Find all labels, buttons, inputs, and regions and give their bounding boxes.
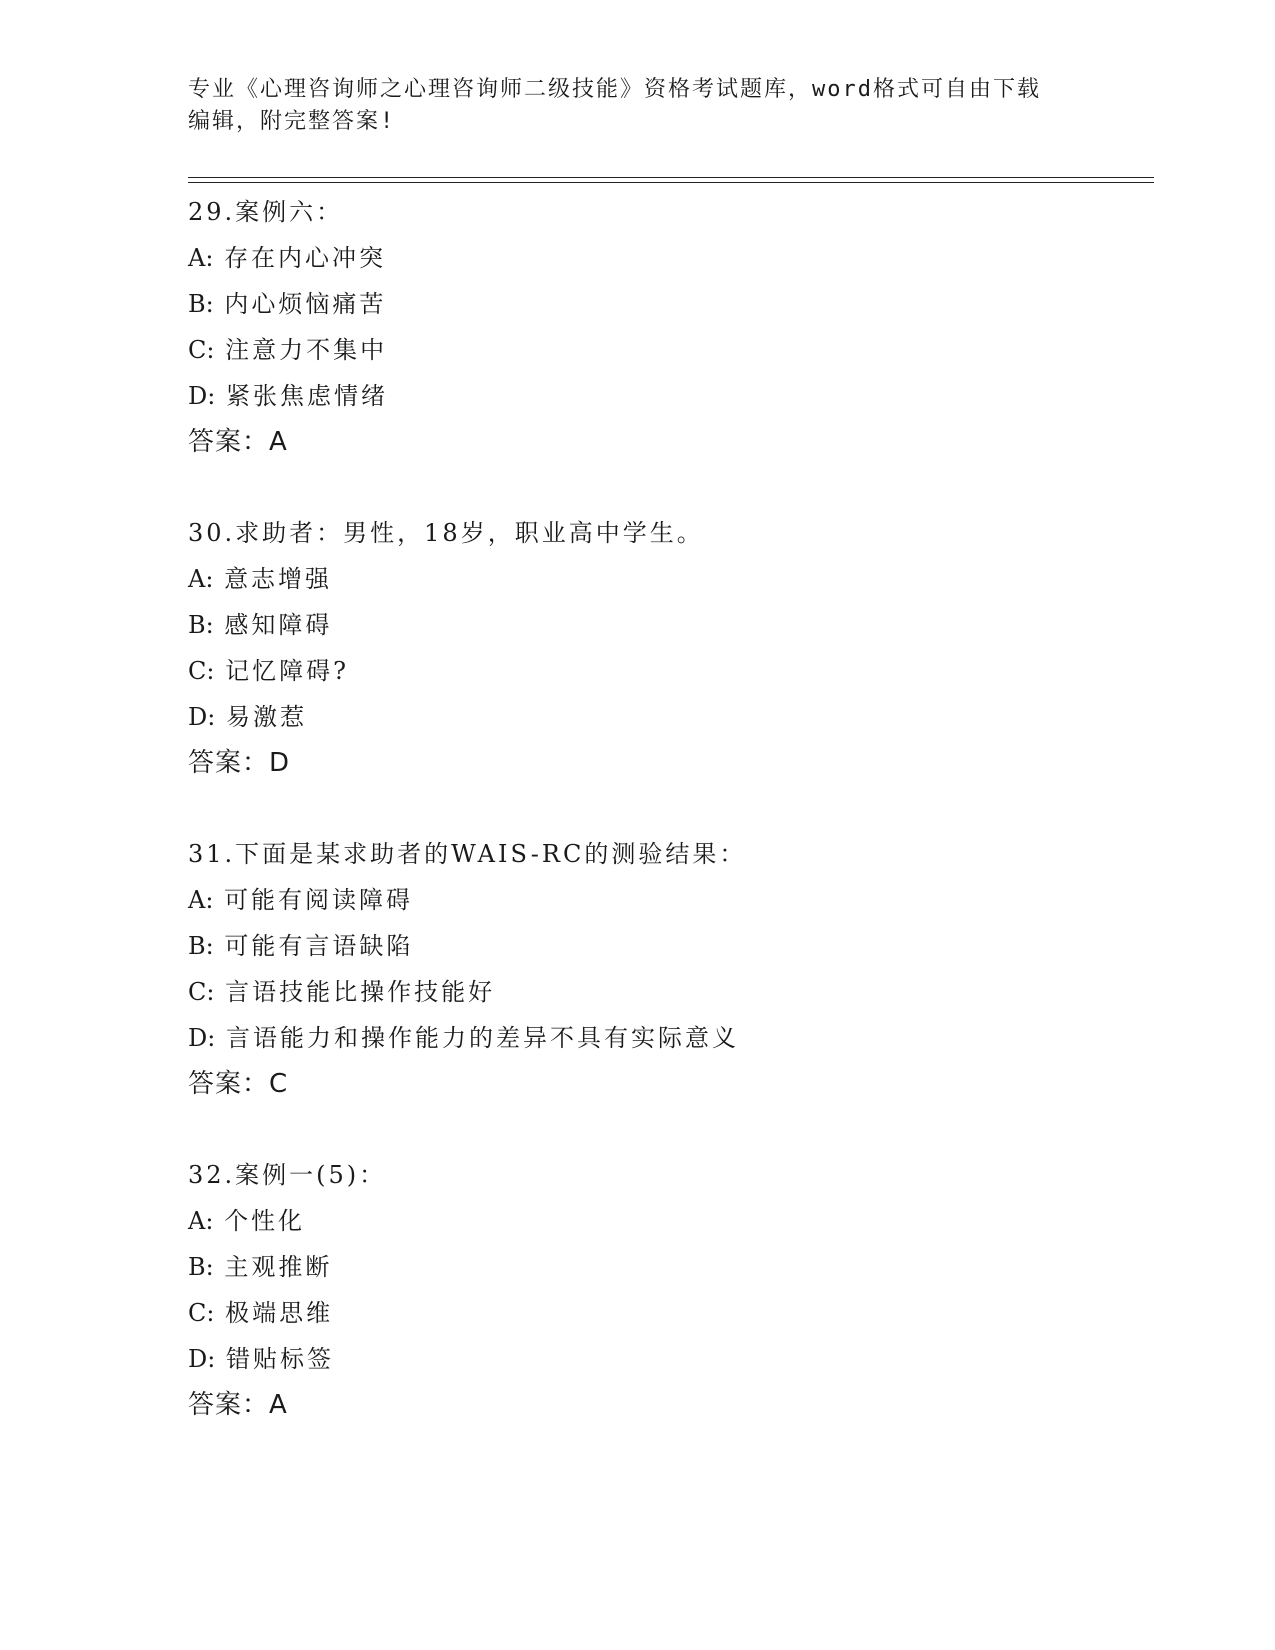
option-key: B: (188, 611, 214, 639)
option-key: C: (188, 657, 215, 685)
question-30 (188, 510, 1154, 786)
option-key: C: (188, 1299, 215, 1327)
option-text: 紧张焦虑情绪 (225, 382, 388, 410)
option-text: 感知障碍 (224, 611, 333, 639)
option-key: C: (188, 978, 215, 1006)
question-32 (188, 1152, 1154, 1428)
option-b (188, 602, 1154, 648)
header-divider-bottom (188, 182, 1154, 183)
question-stem: 29.案例六： (188, 198, 344, 226)
option-text: 记忆障碍? (225, 657, 349, 685)
option-key: D: (188, 382, 216, 410)
option-a (188, 877, 1154, 923)
option-key: D: (188, 703, 216, 731)
document-header (188, 74, 1088, 138)
answer-line: 答案：A (188, 1390, 288, 1420)
option-text: 个性化 (224, 1207, 306, 1235)
question-stem: 30.求助者：男性，18岁，职业高中学生。 (188, 519, 704, 547)
option-c (188, 969, 1154, 1015)
option-text: 存在内心冲突 (224, 244, 387, 272)
option-key: B: (188, 290, 214, 318)
answer-line: 答案：D (188, 748, 291, 778)
option-d (188, 373, 1154, 419)
question-list (188, 189, 1154, 1473)
answer-line: 答案：C (188, 1069, 289, 1099)
question-stem: 32.案例一(5)： (188, 1161, 387, 1189)
option-a (188, 235, 1154, 281)
option-text: 可能有阅读障碍 (224, 886, 414, 914)
option-key: A: (188, 244, 214, 272)
option-key: D: (188, 1024, 216, 1052)
question-29 (188, 189, 1154, 465)
answer-line: 答案：A (188, 427, 288, 457)
option-key: A: (188, 886, 214, 914)
option-b (188, 281, 1154, 327)
option-key: B: (188, 1253, 214, 1281)
option-key: C: (188, 336, 215, 364)
option-b (188, 1244, 1154, 1290)
option-key: A: (188, 565, 214, 593)
option-text: 易激惹 (225, 703, 307, 731)
question-stem: 31.下面是某求助者的WAIS-RC的测验结果： (188, 840, 747, 868)
header-line-2: 编辑，附完整答案! (188, 109, 396, 134)
option-text: 注意力不集中 (225, 336, 388, 364)
option-key: A: (188, 1207, 214, 1235)
option-d (188, 1015, 1154, 1061)
option-text: 极端思维 (225, 1299, 334, 1327)
option-text: 错贴标签 (225, 1345, 334, 1373)
option-text: 主观推断 (224, 1253, 333, 1281)
option-text: 可能有言语缺陷 (224, 932, 414, 960)
option-a (188, 1198, 1154, 1244)
header-divider-top (188, 177, 1154, 178)
header-line-1: 专业《心理咨询师之心理咨询师二级技能》资格考试题库，word格式可自由下载 (188, 77, 1041, 102)
option-key: D: (188, 1345, 216, 1373)
option-key: B: (188, 932, 214, 960)
option-d (188, 694, 1154, 740)
option-text: 言语能力和操作能力的差异不具有实际意义 (225, 1024, 739, 1052)
option-b (188, 923, 1154, 969)
option-c (188, 648, 1154, 694)
option-d (188, 1336, 1154, 1382)
option-c (188, 1290, 1154, 1336)
option-a (188, 556, 1154, 602)
option-text: 言语技能比操作技能好 (225, 978, 496, 1006)
option-text: 意志增强 (224, 565, 333, 593)
question-31 (188, 831, 1154, 1107)
option-c (188, 327, 1154, 373)
option-text: 内心烦恼痛苦 (224, 290, 387, 318)
